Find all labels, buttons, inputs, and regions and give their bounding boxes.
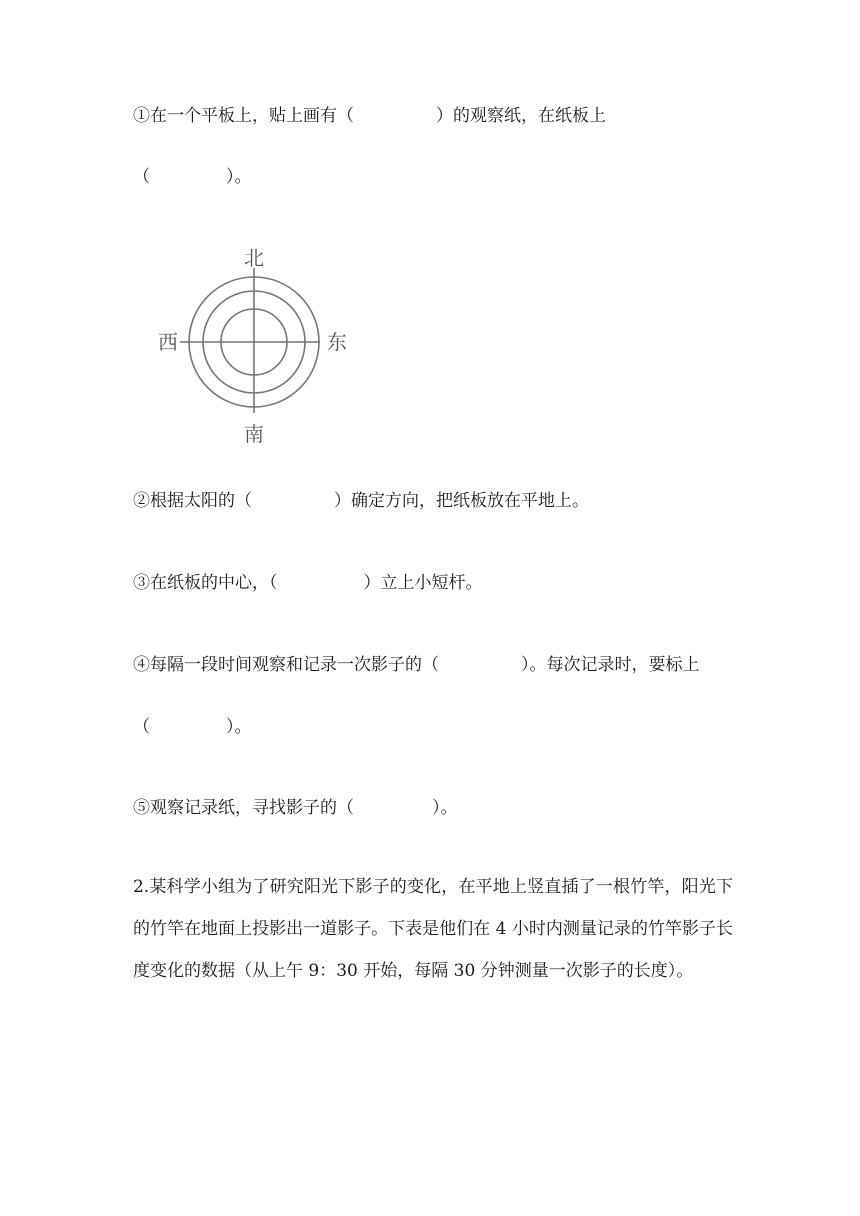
south-label: 南 (244, 422, 264, 446)
north-label: 北 (244, 246, 264, 270)
step-1-text-after: ）的观察纸，在纸板上 (436, 106, 606, 126)
step-3-text-before: ③在纸板的中心，（ (133, 573, 278, 593)
step-5-text-before: ⑤观察记录纸，寻找影子的（ (133, 798, 354, 818)
step-1-line-2 (133, 166, 252, 188)
step-1-text-before: ①在一个平板上，贴上画有（ (133, 106, 354, 126)
step-1-line-2-before: （ (133, 167, 150, 187)
step-1-line-2-after: ）。 (226, 167, 252, 187)
step-4-text-before: ④每隔一段时间观察和记录一次影子的（ (133, 655, 439, 675)
step-5-text-after: ）。 (432, 798, 458, 818)
step-4-line-2 (133, 716, 252, 738)
step-2-text-before: ②根据太阳的（ (133, 491, 252, 511)
step-4-line-2-after: ）。 (226, 717, 252, 737)
step-4-line-1 (133, 654, 700, 676)
compass-diagram (150, 243, 360, 448)
step-4-text-after: ）。每次记录时，要标上 (521, 655, 700, 675)
step-4-line-2-before: （ (133, 717, 150, 737)
step-3-text-after: ）立上小短杆。 (363, 573, 483, 593)
step-1-line-1 (133, 105, 606, 127)
step-2-text-after: ）确定方向，把纸板放在平地上。 (334, 491, 589, 511)
question-2-text: 2.某科学小组为了研究阳光下影子的变化，在平地上竖直插了一根竹竿，阳光下的竹竿在地面上投影出一道影子。下表是他们在 4 小时内测量记录的竹竿影子长度变化的数据（从上午 9：30 开始，每隔 30 分钟测量一次影子的长度）。 (133, 877, 733, 981)
east-label: 东 (327, 330, 347, 354)
west-label: 西 (158, 330, 178, 354)
step-3-line (133, 572, 483, 594)
step-5-line (133, 797, 458, 819)
step-2-line (133, 490, 589, 512)
